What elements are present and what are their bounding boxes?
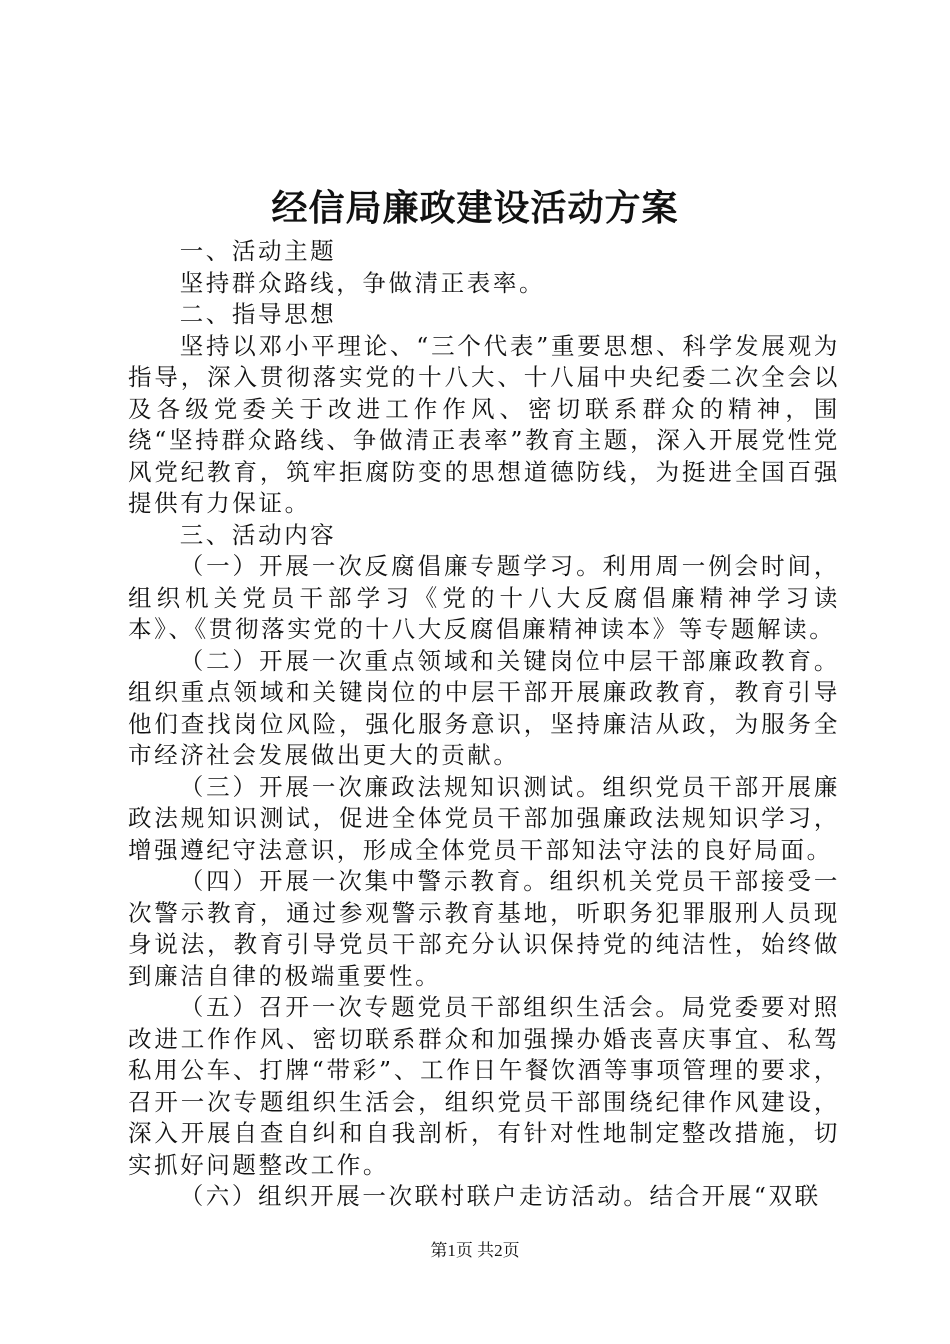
paragraph-guiding-thought: 坚持以邓小平理论、“三个代表”重要思想、科学发展观为指导，深入贯彻落实党的十八大、十八届中央纪委二次全会以及各级党委关于改进工作作风、密切联系群众的精神，围绕“坚持群众路线、争做清正表率”教育主题，深入开展党性党风党纪教育，筑牢拒腐防变的思想道德防线，为挺进全国百强提供有力保证。 xyxy=(128,331,840,517)
paragraph-item-2: （二）开展一次重点领域和关键岗位中层干部廉政教育。组织重点领域和关键岗位的中层干部开展廉政教育，教育引导他们查找岗位风险，强化服务意识，坚持廉洁从政，为服务全市经济社会发展做出更大的贡献。 xyxy=(128,646,840,769)
paragraph-theme: 坚持群众路线，争做清正表率。 xyxy=(179,268,546,297)
section-heading-theme: 一、活动主题 xyxy=(179,237,337,265)
section-heading-guiding-thought: 二、指导思想 xyxy=(179,300,337,328)
page-number-footer: 第1页 共2页 xyxy=(430,1241,520,1260)
document-body xyxy=(128,236,840,1213)
paragraph-item-5: （五）召开一次专题党员干部组织生活会。局党委要对照改进工作作风、密切联系群众和加强操办婚丧喜庆事宜、私驾私用公车、打牌“带彩”、工作日午餐饮酒等事项管理的要求，召开一次专题组织生活会，组织党员干部围绕纪律作风建设，深入开展自查自纠和自我剖析，有针对性地制定整改措施，切实抓好问题整改工作。 xyxy=(128,993,840,1179)
paragraph-item-4: （四）开展一次集中警示教育。组织机关党员干部接受一次警示教育，通过参观警示教育基地，听职务犯罪服刑人员现身说法，教育引导党员干部充分认识保持党的纯洁性，始终做到廉洁自律的极端重要性。 xyxy=(128,867,840,990)
paragraph-item-3: （三）开展一次廉政法规知识测试。组织党员干部开展廉政法规知识测试，促进全体党员干部加强廉政法规知识学习，增强遵纪守法意识，形成全体党员干部知法守法的良好局面。 xyxy=(128,772,840,864)
section-heading-activity-content: 三、活动内容 xyxy=(179,520,337,549)
paragraph-item-1: （一）开展一次反腐倡廉专题学习。利用周一例会时间，组织机关党员干部学习《党的十八大反腐倡廉精神学习读本》、《贯彻落实党的十八大反腐倡廉精神读本》等专题解读。 xyxy=(128,552,840,643)
document-title: 经信局廉政建设活动方案 xyxy=(271,187,679,229)
paragraph-item-6: （六）组织开展一次联村联户走访活动。结合开展“双联 xyxy=(179,1182,821,1210)
